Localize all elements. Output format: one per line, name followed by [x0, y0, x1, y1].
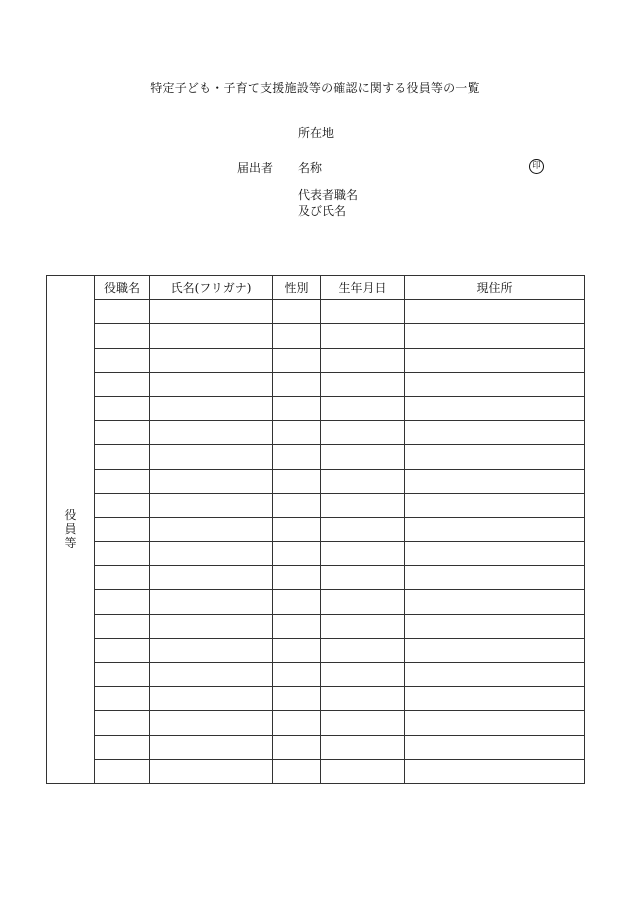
gender-cell[interactable]: [273, 614, 321, 638]
gender-cell[interactable]: [273, 300, 321, 324]
table-row: [47, 542, 585, 566]
birthdate-cell[interactable]: [321, 711, 405, 735]
birthdate-cell[interactable]: [321, 493, 405, 517]
birthdate-cell[interactable]: [321, 638, 405, 662]
table-row: [47, 469, 585, 493]
position-cell[interactable]: [95, 421, 150, 445]
position-cell[interactable]: [95, 445, 150, 469]
birthdate-cell[interactable]: [321, 469, 405, 493]
name-kana-cell[interactable]: [150, 566, 273, 590]
gender-cell[interactable]: [273, 348, 321, 372]
birthdate-cell[interactable]: [321, 687, 405, 711]
birthdate-cell[interactable]: [321, 735, 405, 759]
table-row: [47, 324, 585, 348]
address-cell[interactable]: [405, 300, 585, 324]
birthdate-cell[interactable]: [321, 590, 405, 614]
name-kana-cell[interactable]: [150, 759, 273, 783]
officers-side-label: 役員等: [64, 508, 77, 551]
birthdate-cell[interactable]: [321, 348, 405, 372]
name-kana-cell[interactable]: [150, 469, 273, 493]
gender-cell[interactable]: [273, 445, 321, 469]
position-cell[interactable]: [95, 735, 150, 759]
name-kana-cell[interactable]: [150, 542, 273, 566]
birthdate-cell[interactable]: [321, 566, 405, 590]
table-row: [47, 638, 585, 662]
birthdate-cell[interactable]: [321, 300, 405, 324]
name-kana-cell[interactable]: [150, 421, 273, 445]
location-label: 所在地: [298, 126, 335, 140]
name-kana-cell[interactable]: [150, 300, 273, 324]
position-cell[interactable]: [95, 517, 150, 541]
gender-cell[interactable]: [273, 590, 321, 614]
address-cell[interactable]: [405, 517, 585, 541]
address-cell[interactable]: [405, 614, 585, 638]
address-cell[interactable]: [405, 735, 585, 759]
form-title: 特定子ども・子育て支援施設等の確認に関する役員等の一覧: [150, 81, 480, 95]
representative-name-label: 及び氏名: [298, 204, 347, 218]
address-cell[interactable]: [405, 759, 585, 783]
name-kana-cell[interactable]: [150, 614, 273, 638]
table-row: [47, 711, 585, 735]
address-cell[interactable]: [405, 711, 585, 735]
gender-cell[interactable]: [273, 421, 321, 445]
table-row: [47, 372, 585, 396]
name-kana-cell[interactable]: [150, 372, 273, 396]
representative-title-label: 代表者職名: [298, 188, 359, 202]
position-cell[interactable]: [95, 300, 150, 324]
table-row: [47, 735, 585, 759]
name-kana-cell[interactable]: [150, 493, 273, 517]
name-kana-cell[interactable]: [150, 517, 273, 541]
gender-cell[interactable]: [273, 396, 321, 420]
position-cell[interactable]: [95, 566, 150, 590]
table-row: [47, 566, 585, 590]
birthdate-cell[interactable]: [321, 517, 405, 541]
name-kana-cell[interactable]: [150, 638, 273, 662]
officers-table-body: [47, 276, 585, 784]
position-cell[interactable]: [95, 638, 150, 662]
gender-cell[interactable]: [273, 711, 321, 735]
table-row: [47, 300, 585, 324]
name-kana-cell[interactable]: [150, 445, 273, 469]
col-header-name-kana: 氏名(フリガナ): [150, 276, 273, 300]
address-cell[interactable]: [405, 542, 585, 566]
address-cell[interactable]: [405, 372, 585, 396]
birthdate-cell[interactable]: [321, 396, 405, 420]
seal-mark: 印: [529, 159, 544, 174]
col-header-birthdate: 生年月日: [321, 276, 405, 300]
table-row: [47, 663, 585, 687]
name-label: 名称: [298, 161, 323, 175]
table-row: [47, 396, 585, 420]
address-cell[interactable]: [405, 469, 585, 493]
gender-cell[interactable]: [273, 493, 321, 517]
name-kana-cell[interactable]: [150, 348, 273, 372]
name-kana-cell[interactable]: [150, 687, 273, 711]
birthdate-cell[interactable]: [321, 663, 405, 687]
birthdate-cell[interactable]: [321, 542, 405, 566]
position-cell[interactable]: [95, 711, 150, 735]
birthdate-cell[interactable]: [321, 324, 405, 348]
birthdate-cell[interactable]: [321, 614, 405, 638]
address-cell[interactable]: [405, 324, 585, 348]
birthdate-cell[interactable]: [321, 372, 405, 396]
table-row: [47, 517, 585, 541]
gender-cell[interactable]: [273, 566, 321, 590]
name-kana-cell[interactable]: [150, 590, 273, 614]
table-row: [47, 445, 585, 469]
applicant-label: 届出者: [237, 161, 274, 175]
position-cell[interactable]: [95, 324, 150, 348]
name-kana-cell[interactable]: [150, 396, 273, 420]
address-cell[interactable]: [405, 421, 585, 445]
position-cell[interactable]: [95, 348, 150, 372]
name-kana-cell[interactable]: [150, 663, 273, 687]
table-row: [47, 493, 585, 517]
table-row: [47, 687, 585, 711]
address-cell[interactable]: [405, 590, 585, 614]
table-row: [47, 590, 585, 614]
table-row: [47, 614, 585, 638]
header-row: [47, 276, 585, 300]
name-kana-cell[interactable]: [150, 735, 273, 759]
address-cell[interactable]: [405, 663, 585, 687]
table-row: [47, 421, 585, 445]
position-cell[interactable]: [95, 493, 150, 517]
position-cell[interactable]: [95, 687, 150, 711]
address-cell[interactable]: [405, 348, 585, 372]
table-row: [47, 348, 585, 372]
position-cell[interactable]: [95, 469, 150, 493]
position-cell[interactable]: [95, 542, 150, 566]
gender-cell[interactable]: [273, 759, 321, 783]
col-header-gender: 性別: [273, 276, 321, 300]
name-kana-cell[interactable]: [150, 711, 273, 735]
officers-table: [46, 275, 585, 784]
gender-cell[interactable]: [273, 324, 321, 348]
gender-cell[interactable]: [273, 469, 321, 493]
position-cell[interactable]: [95, 614, 150, 638]
officers-side-cell: [47, 276, 95, 784]
address-cell[interactable]: [405, 396, 585, 420]
name-kana-cell[interactable]: [150, 324, 273, 348]
position-cell[interactable]: [95, 372, 150, 396]
address-cell[interactable]: [405, 638, 585, 662]
address-cell[interactable]: [405, 687, 585, 711]
position-cell[interactable]: [95, 663, 150, 687]
position-cell[interactable]: [95, 759, 150, 783]
position-cell[interactable]: [95, 590, 150, 614]
gender-cell[interactable]: [273, 517, 321, 541]
col-header-address: 現住所: [405, 276, 585, 300]
gender-cell[interactable]: [273, 687, 321, 711]
address-cell[interactable]: [405, 445, 585, 469]
table-row: [47, 759, 585, 783]
birthdate-cell[interactable]: [321, 445, 405, 469]
gender-cell[interactable]: [273, 638, 321, 662]
birthdate-cell[interactable]: [321, 421, 405, 445]
birthdate-cell[interactable]: [321, 759, 405, 783]
address-cell[interactable]: [405, 493, 585, 517]
gender-cell[interactable]: [273, 542, 321, 566]
address-cell[interactable]: [405, 566, 585, 590]
gender-cell[interactable]: [273, 735, 321, 759]
position-cell[interactable]: [95, 396, 150, 420]
col-header-position: 役職名: [95, 276, 150, 300]
gender-cell[interactable]: [273, 372, 321, 396]
gender-cell[interactable]: [273, 663, 321, 687]
